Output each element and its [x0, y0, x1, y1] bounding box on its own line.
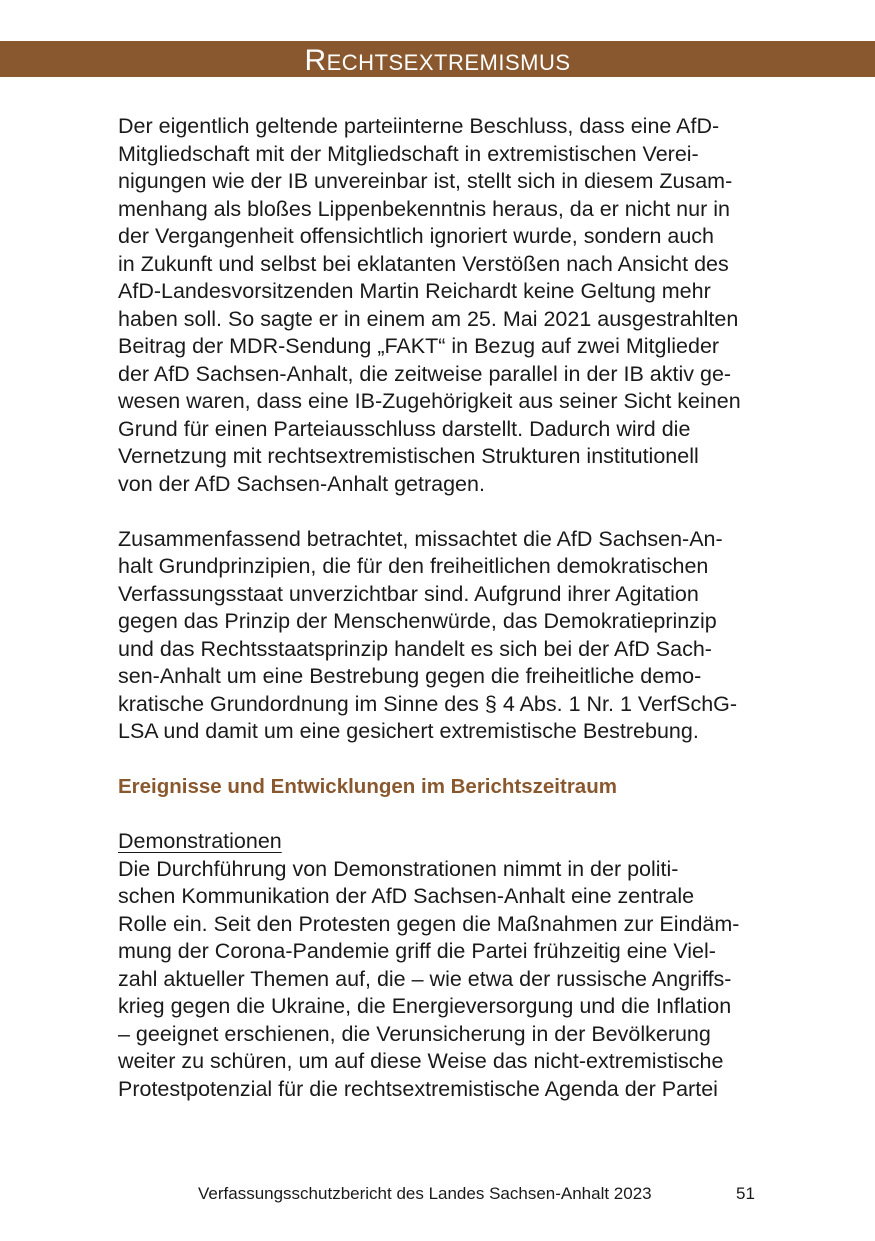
body-paragraph-3: Die Durchführung von Demonstrationen nimmt in der politi- schen Kommunikation der AfD Sachsen-Anhalt eine zentrale Rolle ein. Seit den Protesten gegen die Maßnahmen zur Eindäm- mung der Corona-Pandemie griff die Partei frühzeitig eine Viel- zahl aktueller Themen auf, die – wie etwa der russische Angriffs- krieg gegen die Ukraine, die Energieversorgung und die Inflation – geeignet erschienen, die Verunsicherung in der Bevölkerung weiter zu schüren, um auf diese Weise das nicht-extremistische Protestpotenzial für die rechtsextremistische Agenda der Partei — [118, 856, 740, 1101]
page-footer — [0, 1182, 875, 1206]
chapter-title — [0, 41, 875, 77]
paragraph-spacer — [118, 801, 758, 829]
subheading-demonstrationen: Demonstrationen — [118, 829, 282, 853]
page-number: 51 — [736, 1184, 755, 1203]
chapter-header-bar — [0, 41, 875, 77]
chapter-title-initial: R — [304, 44, 327, 77]
section-heading: Ereignisse und Entwicklungen im Berichtszeitraum — [118, 775, 617, 798]
body-paragraph-2: Zusammenfassend betrachtet, missachtet die AfD Sachsen-An- halt Grundprinzipien, die für den freiheitlichen demokratischen Verfassungsstaat unverzichtbar sind. Aufgrund ihrer Agitation gegen das Prinzip der Menschenwürde, das Demokratieprinzip und das Rechtsstaatsprinzip handelt es sich bei der AfD Sach- sen-Anhalt um eine Bestrebung gegen die freiheitliche demo- kratische Grundordnung im Sinne des § 4 Abs. 1 Nr. 1 VerfSchG- LSA und damit um eine gesichert extremistische Bestrebung. — [118, 526, 738, 743]
page-content — [118, 113, 758, 1103]
footer-publication-title: Verfassungsschutzbericht des Landes Sachsen-Anhalt 2023 — [198, 1184, 652, 1203]
paragraph-spacer — [118, 746, 758, 774]
chapter-title-rest: ECHTSEXTREMISMUS — [326, 50, 571, 75]
paragraph-spacer — [118, 498, 758, 526]
body-paragraph-1: Der eigentlich geltende parteiinterne Beschluss, dass eine AfD- Mitgliedschaft mit der Mitgliedschaft in extremistischen Verei- nigungen wie der IB unvereinbar ist, stellt sich in diesem Zusam- menhang als bloßes Lippenbekenntnis heraus, da er nicht nur in der Vergangenheit offensichtlich ignoriert wurde, sondern auch in Zukunft und selbst bei eklatanten Verstößen nach Ansicht des AfD-Landesvorsitzenden Martin Reichardt keine Geltung mehr haben soll. So sagte er in einem am 25. Mai 2021 ausgestrahlten Beitrag der MDR-Sendung „FAKT“ in Bezug auf zwei Mitglieder der AfD Sachsen-Anhalt, die zeitweise parallel in der IB aktiv ge- wesen waren, dass eine IB-Zugehörigkeit aus seiner Sicht keinen Grund für einen Parteiausschluss darstellt. Dadurch wird die Vernetzung mit rechtsextremistischen Strukturen institutionell von der AfD Sachsen-Anhalt getragen. — [118, 114, 741, 496]
